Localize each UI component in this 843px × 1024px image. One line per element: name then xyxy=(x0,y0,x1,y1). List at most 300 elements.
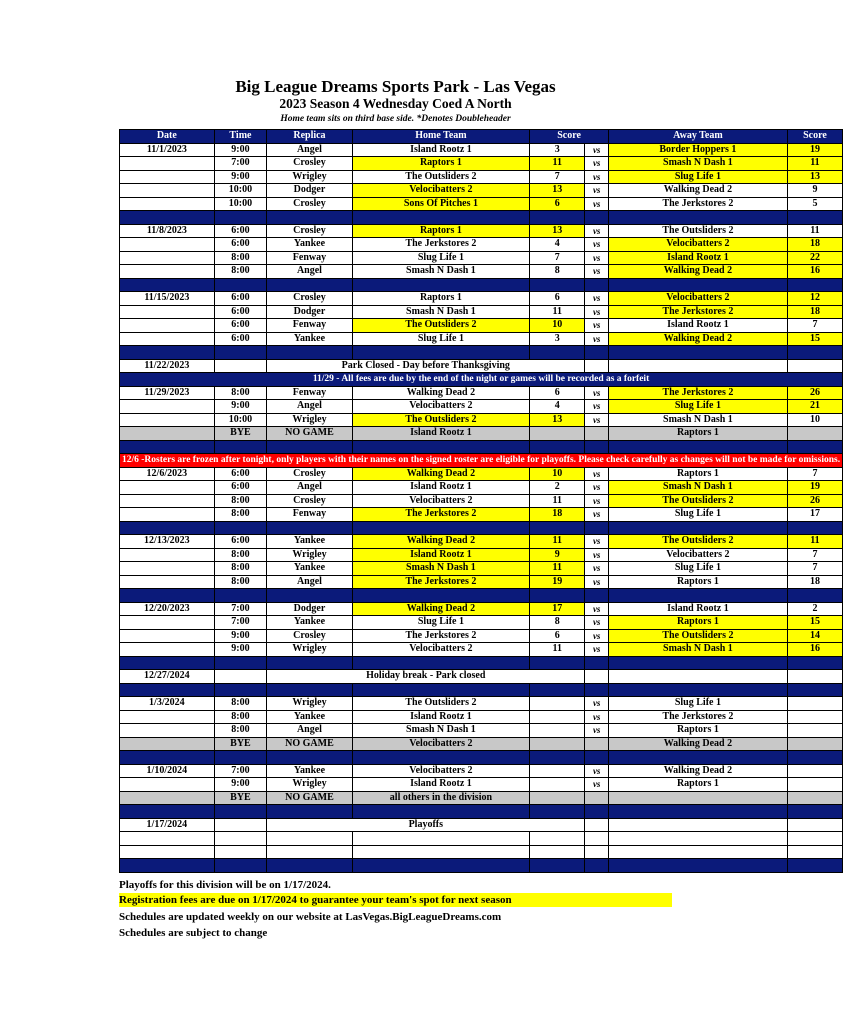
time-empty xyxy=(214,589,267,603)
home-score-empty xyxy=(530,791,585,805)
away-team: Raptors 1 xyxy=(609,778,788,792)
separator-row xyxy=(120,278,843,292)
vs-label: vs xyxy=(585,170,609,184)
away-team-empty xyxy=(609,521,788,535)
no-game-label: NO GAME xyxy=(267,737,352,751)
home-score: 6 xyxy=(530,386,585,400)
bye-row xyxy=(120,791,843,805)
home-score: 13 xyxy=(530,413,585,427)
game-replica: Yankee xyxy=(267,616,352,630)
home-score xyxy=(530,778,585,792)
notice-row xyxy=(120,670,843,684)
notice-text: Park Closed - Day before Thanksgiving xyxy=(267,359,585,373)
away-score: 11 xyxy=(787,157,842,171)
date-empty xyxy=(120,791,215,805)
game-row xyxy=(120,319,843,333)
home-team: The Outsliders 2 xyxy=(352,697,529,711)
game-row xyxy=(120,143,843,157)
game-replica: Wrigley xyxy=(267,778,352,792)
game-row xyxy=(120,265,843,279)
vs-label-empty xyxy=(585,805,609,819)
game-row xyxy=(120,535,843,549)
home-score: 11 xyxy=(530,157,585,171)
home-team: Raptors 1 xyxy=(352,292,529,306)
away-team-empty xyxy=(609,211,788,225)
game-replica: Yankee xyxy=(267,535,352,549)
bye-team: Island Rootz 1 xyxy=(352,427,529,441)
vs-label-empty xyxy=(585,832,609,846)
game-row xyxy=(120,467,843,481)
away-score: 7 xyxy=(787,562,842,576)
away-team-empty xyxy=(609,805,788,819)
game-time: 8:00 xyxy=(214,508,267,522)
game-time: 10:00 xyxy=(214,197,267,211)
replica-empty xyxy=(267,278,352,292)
home-team-empty xyxy=(352,751,529,765)
replica-empty xyxy=(267,656,352,670)
vs-label: vs xyxy=(585,238,609,252)
time-empty xyxy=(214,521,267,535)
home-team: The Jerkstores 2 xyxy=(352,575,529,589)
bye-team: all others in the division xyxy=(352,791,529,805)
blank-row xyxy=(120,845,843,859)
vs-label: vs xyxy=(585,467,609,481)
game-replica: Crosley xyxy=(267,494,352,508)
game-replica: Fenway xyxy=(267,251,352,265)
home-team: Island Rootz 1 xyxy=(352,481,529,495)
vs-label: vs xyxy=(585,602,609,616)
away-score-empty xyxy=(787,359,842,373)
game-replica: Angel xyxy=(267,724,352,738)
game-date xyxy=(120,413,215,427)
home-team: Smash N Dash 1 xyxy=(352,265,529,279)
game-replica: Wrigley xyxy=(267,413,352,427)
game-time: 9:00 xyxy=(214,778,267,792)
home-score-empty xyxy=(530,845,585,859)
away-team-empty xyxy=(609,440,788,454)
game-date xyxy=(120,319,215,333)
home-score: 10 xyxy=(530,467,585,481)
vs-label: vs xyxy=(585,562,609,576)
away-score: 7 xyxy=(787,319,842,333)
home-team: Velocibatters 2 xyxy=(352,494,529,508)
game-time: 6:00 xyxy=(214,535,267,549)
home-score: 4 xyxy=(530,400,585,414)
home-team-empty xyxy=(352,589,529,603)
bye-away-team: Walking Dead 2 xyxy=(609,737,788,751)
bye-label: BYE xyxy=(214,427,267,441)
home-team: Island Rootz 1 xyxy=(352,143,529,157)
date-empty xyxy=(120,346,215,360)
game-row xyxy=(120,224,843,238)
game-row xyxy=(120,562,843,576)
game-replica: Angel xyxy=(267,481,352,495)
separator-row xyxy=(120,656,843,670)
game-row xyxy=(120,724,843,738)
replica-empty xyxy=(267,589,352,603)
roster-warning-row xyxy=(120,454,843,468)
away-score-empty xyxy=(787,751,842,765)
game-time: 8:00 xyxy=(214,386,267,400)
game-row xyxy=(120,508,843,522)
time-empty xyxy=(214,683,267,697)
home-team: Island Rootz 1 xyxy=(352,710,529,724)
game-replica: Yankee xyxy=(267,710,352,724)
replica-empty xyxy=(267,211,352,225)
vs-label-empty xyxy=(585,859,609,873)
game-row xyxy=(120,292,843,306)
game-row xyxy=(120,305,843,319)
game-date xyxy=(120,710,215,724)
away-score: 2 xyxy=(787,602,842,616)
game-date xyxy=(120,170,215,184)
game-date xyxy=(120,643,215,657)
time-empty xyxy=(214,359,267,373)
home-score-empty xyxy=(530,805,585,819)
home-team: Velocibatters 2 xyxy=(352,400,529,414)
notice-text: Playoffs xyxy=(267,818,585,832)
vs-label: vs xyxy=(585,251,609,265)
replica-empty xyxy=(267,346,352,360)
home-score: 3 xyxy=(530,143,585,157)
home-team: Island Rootz 1 xyxy=(352,778,529,792)
fee-notice-row xyxy=(120,373,843,387)
home-score: 4 xyxy=(530,238,585,252)
bye-label: BYE xyxy=(214,791,267,805)
date-empty xyxy=(120,656,215,670)
game-time: 8:00 xyxy=(214,562,267,576)
time-empty xyxy=(214,805,267,819)
replica-empty xyxy=(267,832,352,846)
game-replica: Angel xyxy=(267,143,352,157)
away-score: 15 xyxy=(787,332,842,346)
time-empty xyxy=(214,832,267,846)
home-team-empty xyxy=(352,521,529,535)
game-row xyxy=(120,400,843,414)
home-team: Velocibatters 2 xyxy=(352,764,529,778)
away-score: 16 xyxy=(787,643,842,657)
vs-label: vs xyxy=(585,265,609,279)
game-time: 6:00 xyxy=(214,332,267,346)
vs-label: vs xyxy=(585,575,609,589)
away-score-empty xyxy=(787,346,842,360)
game-row xyxy=(120,710,843,724)
away-score-empty xyxy=(787,805,842,819)
vs-label-empty xyxy=(585,278,609,292)
game-row xyxy=(120,413,843,427)
home-team: Raptors 1 xyxy=(352,224,529,238)
home-score: 2 xyxy=(530,481,585,495)
vs-label: vs xyxy=(585,157,609,171)
away-team: Raptors 1 xyxy=(609,575,788,589)
away-team: Walking Dead 2 xyxy=(609,265,788,279)
home-team-empty xyxy=(352,845,529,859)
game-time: 10:00 xyxy=(214,184,267,198)
away-team: Smash N Dash 1 xyxy=(609,643,788,657)
away-score: 22 xyxy=(787,251,842,265)
notice-row xyxy=(120,818,843,832)
game-date xyxy=(120,508,215,522)
away-score: 21 xyxy=(787,400,842,414)
game-replica: Crosley xyxy=(267,224,352,238)
vs-label-empty xyxy=(585,440,609,454)
game-time: 6:00 xyxy=(214,224,267,238)
home-score-empty xyxy=(530,656,585,670)
replica-empty xyxy=(267,859,352,873)
vs-label: vs xyxy=(585,629,609,643)
home-score-empty xyxy=(530,737,585,751)
game-date: 1/3/2024 xyxy=(120,697,215,711)
game-time: 9:00 xyxy=(214,643,267,657)
away-score: 7 xyxy=(787,548,842,562)
notice-date: 12/27/2024 xyxy=(120,670,215,684)
home-team-empty xyxy=(352,805,529,819)
home-score: 6 xyxy=(530,197,585,211)
game-row xyxy=(120,548,843,562)
footer-website-note: Schedules are updated weekly on our website at LasVegas.BigLeagueDreams.com xyxy=(119,911,502,923)
home-score-empty xyxy=(530,589,585,603)
roster-warning-text: 12/6 -Rosters are frozen after tonight, only players with their names on the signed roster are eligible for playoffs. Please check carefully as changes will not be made for omissions. xyxy=(120,454,843,468)
away-team: Slug Life 1 xyxy=(609,170,788,184)
home-team: Smash N Dash 1 xyxy=(352,305,529,319)
away-score xyxy=(787,697,842,711)
away-team-empty xyxy=(609,859,788,873)
notice-date: 1/17/2024 xyxy=(120,818,215,832)
game-row xyxy=(120,616,843,630)
home-team: Slug Life 1 xyxy=(352,251,529,265)
away-team-empty xyxy=(609,670,788,684)
away-score-empty xyxy=(787,521,842,535)
col-replica: Replica xyxy=(267,130,352,144)
game-row xyxy=(120,197,843,211)
home-team-empty xyxy=(352,278,529,292)
game-replica: Fenway xyxy=(267,386,352,400)
away-score: 15 xyxy=(787,616,842,630)
game-time: 9:00 xyxy=(214,143,267,157)
game-date: 1/10/2024 xyxy=(120,764,215,778)
game-replica: Angel xyxy=(267,575,352,589)
home-score-empty xyxy=(530,427,585,441)
game-time: 8:00 xyxy=(214,265,267,279)
game-date xyxy=(120,157,215,171)
header-note: Home team sits on third base side. *Denotes Doubleheader xyxy=(280,114,511,124)
home-score-empty xyxy=(530,859,585,873)
away-score: 12 xyxy=(787,292,842,306)
home-score: 18 xyxy=(530,508,585,522)
game-row xyxy=(120,170,843,184)
vs-label: vs xyxy=(585,400,609,414)
away-team: Border Hoppers 1 xyxy=(609,143,788,157)
home-score: 8 xyxy=(530,616,585,630)
vs-empty xyxy=(585,359,609,373)
vs-label-empty xyxy=(585,845,609,859)
bye-row xyxy=(120,737,843,751)
vs-label: vs xyxy=(585,508,609,522)
away-score: 13 xyxy=(787,170,842,184)
home-team: Raptors 1 xyxy=(352,157,529,171)
game-date xyxy=(120,575,215,589)
time-empty xyxy=(214,346,267,360)
game-time: 6:00 xyxy=(214,319,267,333)
game-replica: Dodger xyxy=(267,602,352,616)
away-score-empty xyxy=(787,278,842,292)
vs-label: vs xyxy=(585,224,609,238)
game-row xyxy=(120,494,843,508)
game-time: 7:00 xyxy=(214,616,267,630)
away-score: 11 xyxy=(787,535,842,549)
separator-row xyxy=(120,211,843,225)
away-score-empty xyxy=(787,832,842,846)
game-date xyxy=(120,629,215,643)
away-team: Smash N Dash 1 xyxy=(609,481,788,495)
bye-label: BYE xyxy=(214,737,267,751)
game-date xyxy=(120,305,215,319)
home-score: 6 xyxy=(530,292,585,306)
separator-row xyxy=(120,683,843,697)
vs-label: vs xyxy=(585,616,609,630)
away-team: The Jerkstores 2 xyxy=(609,197,788,211)
vs-label: vs xyxy=(585,535,609,549)
away-score xyxy=(787,764,842,778)
home-team: Walking Dead 2 xyxy=(352,467,529,481)
vs-label: vs xyxy=(585,292,609,306)
away-score: 5 xyxy=(787,197,842,211)
game-date: 12/6/2023 xyxy=(120,467,215,481)
home-score: 13 xyxy=(530,184,585,198)
vs-label: vs xyxy=(585,305,609,319)
game-time: 8:00 xyxy=(214,251,267,265)
home-team: The Jerkstores 2 xyxy=(352,238,529,252)
separator-row xyxy=(120,440,843,454)
game-replica: Wrigley xyxy=(267,170,352,184)
game-replica: Crosley xyxy=(267,157,352,171)
vs-label: vs xyxy=(585,332,609,346)
home-score xyxy=(530,697,585,711)
game-date xyxy=(120,332,215,346)
vs-empty xyxy=(585,818,609,832)
footer-registration-note: Registration fees are due on 1/17/2024 to guarantee your team's spot for next season xyxy=(119,893,672,907)
home-team: Walking Dead 2 xyxy=(352,386,529,400)
game-time: 6:00 xyxy=(214,305,267,319)
no-game-label: NO GAME xyxy=(267,427,352,441)
replica-empty xyxy=(267,521,352,535)
away-score xyxy=(787,710,842,724)
col-time: Time xyxy=(214,130,267,144)
game-time: 8:00 xyxy=(214,697,267,711)
away-team-empty xyxy=(609,818,788,832)
separator-row xyxy=(120,805,843,819)
away-score xyxy=(787,778,842,792)
home-score: 11 xyxy=(530,562,585,576)
home-team-empty xyxy=(352,656,529,670)
away-score-empty xyxy=(787,656,842,670)
away-team: Slug Life 1 xyxy=(609,400,788,414)
game-row xyxy=(120,697,843,711)
away-team-empty xyxy=(609,751,788,765)
away-team-empty xyxy=(609,683,788,697)
game-time: 9:00 xyxy=(214,400,267,414)
time-empty xyxy=(214,751,267,765)
vs-empty xyxy=(585,427,609,441)
home-score: 19 xyxy=(530,575,585,589)
notice-date: 11/22/2023 xyxy=(120,359,215,373)
game-replica: Yankee xyxy=(267,332,352,346)
separator-row xyxy=(120,859,843,873)
away-team-empty xyxy=(609,278,788,292)
game-row xyxy=(120,386,843,400)
home-score: 13 xyxy=(530,224,585,238)
home-team: Sons Of Pitches 1 xyxy=(352,197,529,211)
vs-label-empty xyxy=(585,751,609,765)
date-empty xyxy=(120,737,215,751)
bye-away-team: Raptors 1 xyxy=(609,427,788,441)
time-empty xyxy=(214,440,267,454)
home-score: 7 xyxy=(530,170,585,184)
separator-row xyxy=(120,751,843,765)
fee-notice-text: 11/29 - All fees are due by the end of the night or games will be recorded as a forfeit xyxy=(120,373,843,387)
away-team: The Outsliders 2 xyxy=(609,494,788,508)
game-replica: Crosley xyxy=(267,292,352,306)
game-date: 11/1/2023 xyxy=(120,143,215,157)
schedule-table xyxy=(119,129,843,873)
game-replica: Crosley xyxy=(267,467,352,481)
home-score xyxy=(530,710,585,724)
home-team: Island Rootz 1 xyxy=(352,548,529,562)
date-empty xyxy=(120,427,215,441)
away-team: The Jerkstores 2 xyxy=(609,305,788,319)
game-time: 7:00 xyxy=(214,157,267,171)
vs-label: vs xyxy=(585,184,609,198)
home-team: The Jerkstores 2 xyxy=(352,629,529,643)
date-empty xyxy=(120,278,215,292)
notice-text: Holiday break - Park closed xyxy=(267,670,585,684)
game-row xyxy=(120,157,843,171)
vs-label: vs xyxy=(585,319,609,333)
separator-row xyxy=(120,589,843,603)
away-score: 17 xyxy=(787,508,842,522)
away-score-empty xyxy=(787,818,842,832)
time-empty xyxy=(214,278,267,292)
game-replica: Wrigley xyxy=(267,548,352,562)
game-time: 8:00 xyxy=(214,548,267,562)
game-date xyxy=(120,548,215,562)
home-score-empty xyxy=(530,440,585,454)
home-team: Slug Life 1 xyxy=(352,616,529,630)
home-team: The Outsliders 2 xyxy=(352,413,529,427)
away-team: The Outsliders 2 xyxy=(609,535,788,549)
home-team-empty xyxy=(352,683,529,697)
blank-row xyxy=(120,832,843,846)
vs-label: vs xyxy=(585,481,609,495)
away-score: 19 xyxy=(787,143,842,157)
game-date xyxy=(120,197,215,211)
date-empty xyxy=(120,440,215,454)
away-score xyxy=(787,724,842,738)
replica-empty xyxy=(267,683,352,697)
game-replica: Crosley xyxy=(267,197,352,211)
date-empty xyxy=(120,521,215,535)
game-date xyxy=(120,238,215,252)
col-home-team: Home Team xyxy=(352,130,529,144)
away-team: The Jerkstores 2 xyxy=(609,710,788,724)
away-team: The Outsliders 2 xyxy=(609,224,788,238)
game-date xyxy=(120,481,215,495)
game-time: 7:00 xyxy=(214,602,267,616)
home-team: Smash N Dash 1 xyxy=(352,724,529,738)
away-team-empty xyxy=(609,589,788,603)
away-score-empty xyxy=(787,737,842,751)
notice-row xyxy=(120,359,843,373)
